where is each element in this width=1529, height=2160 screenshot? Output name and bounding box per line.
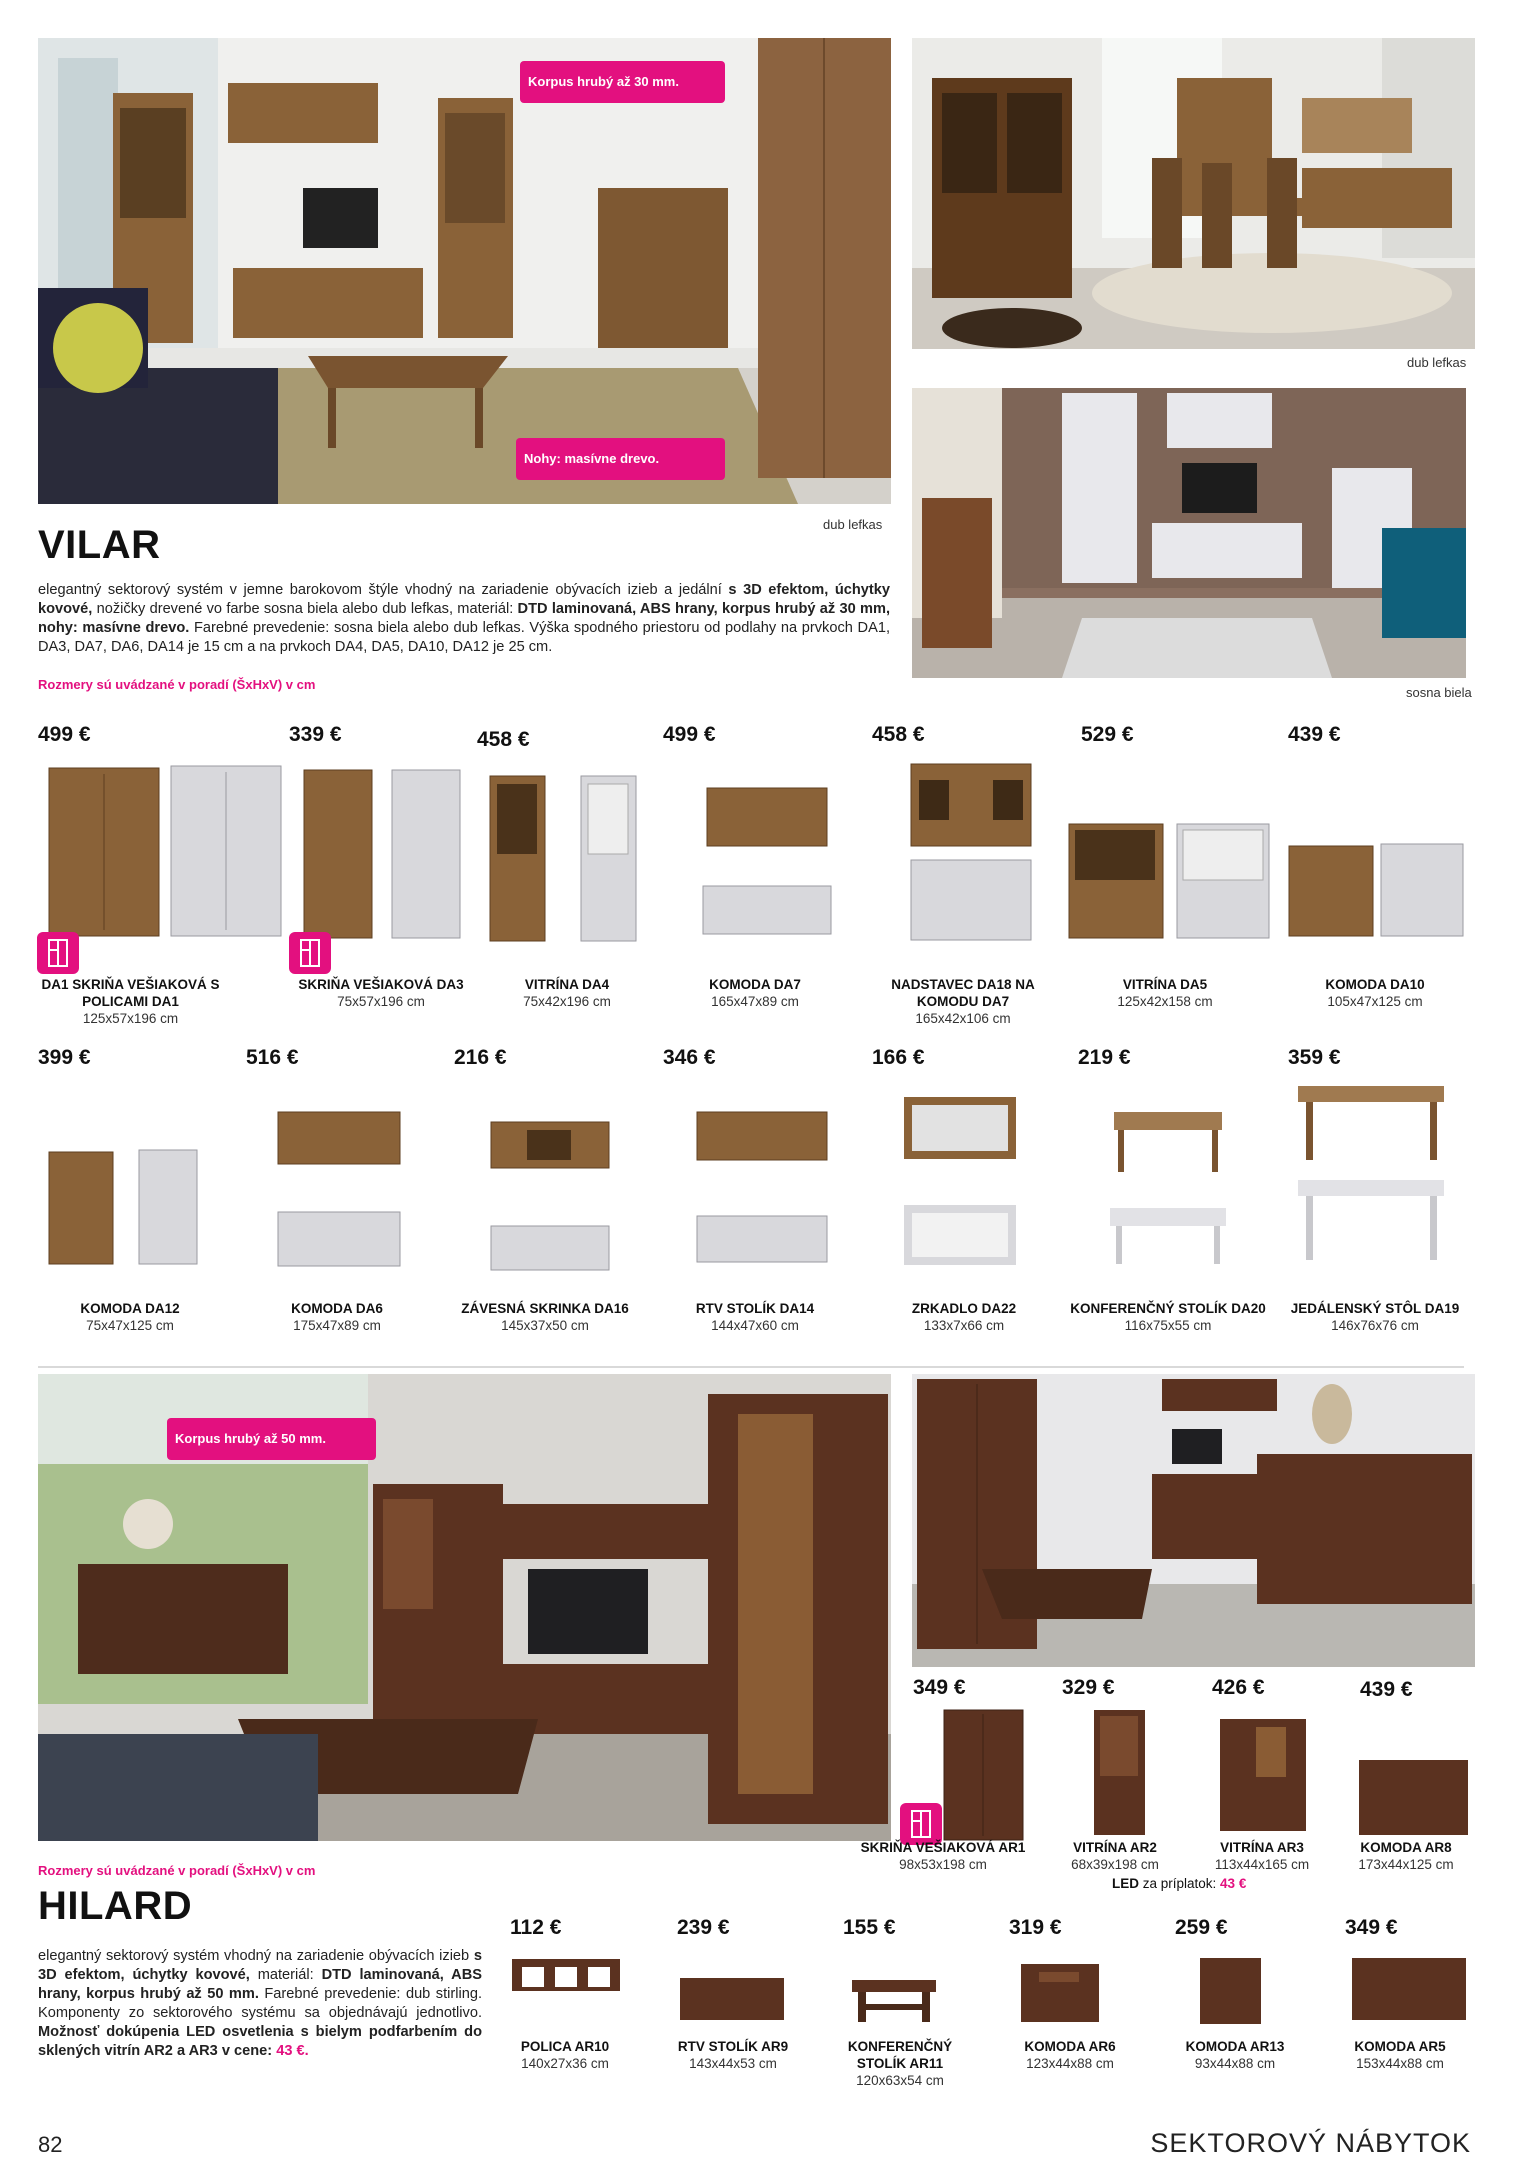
vilar-title: VILAR	[38, 523, 161, 567]
name-da6: KOMODA DA6 175x47x89 cm	[291, 1301, 383, 1333]
name-da20: KONFERENČNÝ STOLÍK DA20 116x75x55 cm	[1070, 1301, 1266, 1333]
price-da5: 529 €	[1081, 723, 1134, 746]
hilard-dimension-note: Rozmery sú uvádzané v poradí (ŠxHxV) v cm	[38, 1863, 316, 1878]
product-image-da14	[693, 1108, 830, 1268]
caption-white-color: sosna biela	[1406, 685, 1472, 700]
section-divider	[38, 1366, 1464, 1368]
hilard-main-photo	[38, 1374, 891, 1841]
page-number: 82	[38, 2132, 63, 2157]
hilard-title: HILARD	[38, 1884, 193, 1928]
product-image-ar10	[510, 1957, 622, 1993]
price-da6: 516 €	[246, 1046, 299, 1069]
name-ar1: SKRIŇA VEŠIAKOVÁ AR1 98x53x198 cm	[860, 1840, 1026, 1872]
name-da19: JEDÁLENSKÝ STÔL DA19 146x76x76 cm	[1290, 1301, 1460, 1333]
price-ar8: 439 €	[1360, 1678, 1413, 1701]
name-da14: RTV STOLÍK DA14 144x47x60 cm	[695, 1301, 815, 1333]
price-da16: 216 €	[454, 1046, 507, 1069]
price-ar9: 239 €	[677, 1916, 730, 1939]
name-da22: ZRKADLO DA22 133x7x66 cm	[911, 1301, 1017, 1333]
led-surcharge: LED za príplatok: 43 €	[1112, 1876, 1247, 1891]
vilar-main-photo	[38, 38, 891, 504]
vilar-description: elegantný sektorový systém v jemne barokovom štýle vhodný na zariadenie obývacích izieb a jedální s 3D efektom, úchytky kovové, nožičky drevené vo farbe sosna biela alebo dub lefkas, materiál: DTD laminovaná, ABS hrany, korpus hrubý až 30 mm, nohy: masívne drevo. Farebné prevedenie: sosna biela alebo dub lefkas. Výška spodného priestoru od podlahy na prvkoch DA1, DA3, DA7, DA6, DA14 je 15 cm a na prvkoch DA4, DA5, DA10, DA12 je 25 cm.	[38, 582, 890, 655]
name-ar5: KOMODA AR5 153x44x88 cm	[1354, 2039, 1446, 2071]
name-da7: KOMODA DA7 165x47x89 cm	[709, 977, 801, 1009]
caption-dining-color: dub lefkas	[1407, 355, 1467, 370]
name-da3: SKRIŇA VEŠIAKOVÁ DA3 75x57x196 cm	[298, 977, 464, 1009]
tag-korpus-vilar: Korpus hrubý až 30 mm.	[520, 61, 725, 103]
price-ar3: 426 €	[1212, 1676, 1265, 1699]
name-da5: VITRÍNA DA5 125x42x158 cm	[1117, 977, 1213, 1009]
price-da19: 359 €	[1288, 1046, 1341, 1069]
wardrobe-icon	[289, 932, 331, 974]
vilar-white-photo	[912, 388, 1466, 678]
price-da12: 399 €	[38, 1046, 91, 1069]
price-da3: 339 €	[289, 723, 342, 746]
price-da22: 166 €	[872, 1046, 925, 1069]
product-image-ar13	[1198, 1956, 1263, 2026]
vilar-dimension-note: Rozmery sú uvádzané v poradí (ŠxHxV) v cm	[38, 677, 316, 692]
product-image-ar5	[1350, 1956, 1468, 2022]
product-image-ar6	[1019, 1962, 1101, 2024]
price-ar1: 349 €	[913, 1676, 966, 1699]
price-da1: 499 €	[38, 723, 91, 746]
product-image-da19	[1296, 1080, 1446, 1268]
name-ar11: KONFERENČNÝ STOLÍK AR11 120x63x54 cm	[847, 2039, 953, 2088]
product-image-da18	[907, 760, 1035, 945]
price-ar6: 319 €	[1009, 1916, 1062, 1939]
name-da18: NADSTAVEC DA18 NA KOMODU DA7 165x42x106 cm	[891, 977, 1035, 1026]
wardrobe-icon	[37, 932, 79, 974]
product-image-ar2	[1092, 1708, 1147, 1838]
price-da10: 439 €	[1288, 723, 1341, 746]
name-da4: VITRÍNA DA4 75x42x196 cm	[523, 977, 611, 1009]
name-ar2: VITRÍNA AR2 68x39x198 cm	[1071, 1840, 1159, 1872]
product-image-ar3	[1218, 1717, 1308, 1834]
name-ar13: KOMODA AR13 93x44x88 cm	[1185, 2039, 1285, 2071]
product-image-da1	[45, 762, 285, 948]
price-ar11: 155 €	[843, 1916, 896, 1939]
price-ar5: 349 €	[1345, 1916, 1398, 1939]
product-image-ar1	[942, 1708, 1025, 1843]
product-image-da4	[485, 772, 645, 947]
price-ar10: 112 €	[510, 1916, 562, 1939]
product-image-da10	[1287, 842, 1465, 942]
price-da7: 499 €	[663, 723, 716, 746]
name-da10: KOMODA DA10 105x47x125 cm	[1325, 977, 1425, 1009]
name-da16: ZÁVESNÁ SKRINKA DA16 145x37x50 cm	[461, 1301, 629, 1333]
product-image-da5	[1067, 822, 1272, 942]
vilar-dining-photo	[912, 38, 1475, 349]
product-image-ar9	[678, 1976, 786, 2022]
product-image-da16	[487, 1118, 612, 1276]
product-image-da12	[47, 1148, 200, 1270]
price-da20: 219 €	[1078, 1046, 1131, 1069]
product-image-ar8	[1357, 1758, 1470, 1838]
product-image-da20	[1106, 1108, 1230, 1268]
caption-main-color: dub lefkas	[823, 517, 883, 532]
price-ar13: 259 €	[1175, 1916, 1228, 1939]
product-image-da22	[900, 1093, 1020, 1273]
name-ar6: KOMODA AR6 123x44x88 cm	[1024, 2039, 1116, 2071]
name-ar10: POLICA AR10 140x27x36 cm	[520, 2039, 610, 2071]
section-title: SEKTOROVÝ NÁBYTOK	[1150, 2128, 1471, 2158]
product-image-da6	[276, 1108, 402, 1275]
price-ar2: 329 €	[1062, 1676, 1115, 1699]
product-image-ar11	[850, 1978, 938, 2024]
name-da12: KOMODA DA12 75x47x125 cm	[80, 1301, 180, 1333]
name-ar9: RTV STOLÍK AR9 143x44x53 cm	[677, 2039, 789, 2071]
tag-nohy-vilar: Nohy: masívne drevo.	[516, 438, 725, 480]
product-image-da7	[697, 784, 837, 939]
price-da14: 346 €	[663, 1046, 716, 1069]
name-ar3: VITRÍNA AR3 113x44x165 cm	[1214, 1840, 1310, 1872]
price-da4: 458 €	[477, 728, 530, 751]
hilard-description: elegantný sektorový systém vhodný na zariadenie obývacích izieb s 3D efektom, úchytky kovové, materiál: DTD laminovaná, ABS hrany, korpus hrubý až 50 mm. Farebné prevedenie: dub stirling. Komponenty zo sektorového systému sa objednávajú jednotlivo. Možnosť dokúpenia LED osvetlenia s bielym podfarbením do sklených vitrín AR2 a AR3 v cene: 43 €.	[38, 1948, 482, 2059]
name-da1: DA1 SKRIŇA VEŠIAKOVÁ S POLICAMI DA1 125x57x196 cm	[41, 977, 220, 1026]
name-ar8: KOMODA AR8 173x44x125 cm	[1358, 1840, 1454, 1872]
price-da18: 458 €	[872, 723, 925, 746]
hilard-side-photo	[912, 1374, 1475, 1667]
product-image-da3	[300, 766, 465, 946]
tag-korpus-hilard: Korpus hrubý až 50 mm.	[167, 1418, 376, 1460]
